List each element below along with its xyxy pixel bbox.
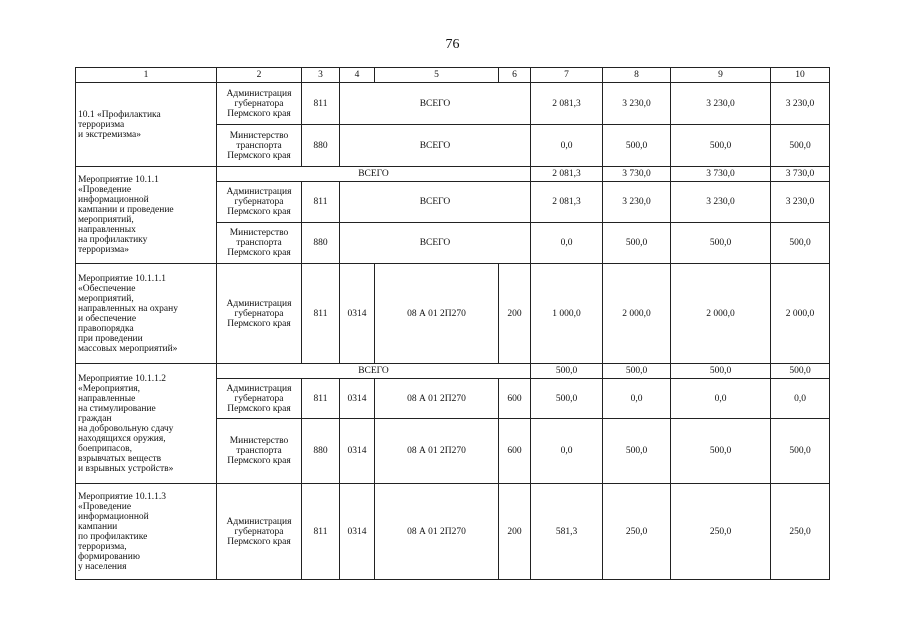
measure-cell bbox=[76, 364, 217, 484]
cell-text: находящихся оружия, bbox=[78, 433, 166, 444]
value-cell: 0,0 bbox=[531, 125, 603, 167]
cell-text: Администрация bbox=[226, 516, 292, 527]
target-code-cell: 08 А 01 2П270 bbox=[375, 379, 499, 419]
value-cell: 1 000,0 bbox=[531, 264, 603, 364]
cell-text: Министерство bbox=[229, 130, 289, 141]
cell-text: кампании bbox=[78, 521, 118, 532]
cell-text: терроризма» bbox=[78, 245, 129, 255]
section-cell: 0314 bbox=[340, 419, 375, 484]
value-cell: 3 230,0 bbox=[603, 182, 671, 223]
value-cell: 2 000,0 bbox=[671, 264, 771, 364]
cell-text: терроризма, bbox=[78, 541, 127, 552]
code-cell: 880 bbox=[302, 419, 340, 484]
code-cell: 811 bbox=[302, 182, 340, 223]
cell-text: Администрация bbox=[226, 383, 292, 394]
cell-text: транспорта bbox=[236, 446, 282, 456]
cell-text: Мероприятие 10.1.1.2 bbox=[78, 373, 167, 384]
value-cell: 2 000,0 bbox=[603, 264, 671, 364]
section-cell: 0314 bbox=[340, 484, 375, 580]
value-cell: 2 081,3 bbox=[531, 83, 603, 125]
value-cell: 3 230,0 bbox=[771, 182, 830, 223]
value-cell: 3 230,0 bbox=[603, 83, 671, 125]
value-cell: 500,0 bbox=[531, 379, 603, 419]
total-label: ВСЕГО bbox=[217, 167, 531, 182]
executor-cell bbox=[217, 182, 302, 223]
section-cell: 0314 bbox=[340, 379, 375, 419]
executor-cell bbox=[217, 419, 302, 484]
executor-cell bbox=[217, 83, 302, 125]
value-cell: 581,3 bbox=[531, 484, 603, 580]
cell-text: Министерство bbox=[229, 228, 289, 238]
cell-text: мероприятий, bbox=[78, 215, 134, 225]
value-cell: 3 730,0 bbox=[603, 167, 671, 182]
budget-table bbox=[75, 67, 830, 580]
code-cell: 811 bbox=[302, 264, 340, 364]
cell-text: у населения bbox=[78, 561, 127, 572]
cell-text: массовых мероприятий» bbox=[78, 343, 178, 354]
cell-text: по профилактике bbox=[78, 531, 148, 542]
cell-text: правопорядка bbox=[78, 323, 134, 334]
column-header: 9 bbox=[671, 68, 771, 83]
column-header: 7 bbox=[531, 68, 603, 83]
code-cell: 880 bbox=[302, 125, 340, 167]
cell-text: мероприятий, bbox=[78, 293, 134, 304]
value-cell: 0,0 bbox=[603, 379, 671, 419]
value-cell: 500,0 bbox=[603, 419, 671, 484]
value-cell: 3 230,0 bbox=[771, 83, 830, 125]
cell-text: на профилактику bbox=[78, 235, 148, 245]
cell-text: Пермского края bbox=[227, 207, 291, 217]
table-row bbox=[76, 167, 830, 182]
cell-text: информационной bbox=[78, 195, 149, 205]
cell-text: Пермского края bbox=[227, 108, 291, 119]
header-row bbox=[76, 68, 830, 83]
section-cell: 0314 bbox=[340, 264, 375, 364]
table-row bbox=[76, 264, 830, 364]
expense-type-cell: 200 bbox=[499, 264, 531, 364]
cell-text: Мероприятие 10.1.1 bbox=[78, 175, 159, 185]
cell-text: «Обеспечение bbox=[78, 283, 136, 294]
cell-text: боеприпасов, bbox=[78, 443, 132, 454]
cell-text: направленные bbox=[78, 393, 136, 404]
target-code-cell: 08 А 01 2П270 bbox=[375, 484, 499, 580]
value-cell: 500,0 bbox=[671, 223, 771, 264]
cell-text: транспорта bbox=[236, 238, 282, 248]
target-code-cell: 08 А 01 2П270 bbox=[375, 264, 499, 364]
cell-text: Пермского края bbox=[227, 318, 291, 329]
value-cell: 500,0 bbox=[771, 223, 830, 264]
value-cell: 2 081,3 bbox=[531, 182, 603, 223]
value-cell: 3 730,0 bbox=[671, 167, 771, 182]
cell-text: Администрация bbox=[226, 88, 292, 99]
page-number: 76 bbox=[445, 37, 460, 52]
column-header: 6 bbox=[499, 68, 531, 83]
code-cell: 880 bbox=[302, 223, 340, 264]
expense-type-cell: 600 bbox=[499, 419, 531, 484]
cell-text: Администрация bbox=[226, 187, 292, 197]
code-cell: 811 bbox=[302, 83, 340, 125]
cell-text: «Проведение bbox=[78, 185, 132, 195]
value-cell: 500,0 bbox=[603, 364, 671, 379]
value-cell: 3 230,0 bbox=[671, 83, 771, 125]
value-cell: 250,0 bbox=[603, 484, 671, 580]
cell-text: граждан bbox=[78, 413, 112, 424]
table-row bbox=[76, 83, 830, 125]
value-cell: 500,0 bbox=[671, 419, 771, 484]
cell-text: «Мероприятия, bbox=[78, 383, 141, 394]
cell-text: направленных bbox=[78, 225, 136, 235]
expense-type-cell: 600 bbox=[499, 379, 531, 419]
executor-cell bbox=[217, 264, 302, 364]
value-cell: 2 081,3 bbox=[531, 167, 603, 182]
target-code-cell: 08 А 01 2П270 bbox=[375, 419, 499, 484]
cell-text: и экстремизма» bbox=[78, 129, 141, 140]
cell-text: Мероприятие 10.1.1.1 bbox=[78, 273, 167, 284]
table-row bbox=[76, 364, 830, 379]
cell-text: при проведении bbox=[78, 333, 143, 344]
value-cell: 0,0 bbox=[531, 223, 603, 264]
cell-text: и взрывных устройств» bbox=[78, 463, 174, 474]
cell-text: Пермского края bbox=[227, 150, 291, 161]
cell-text: губернатора bbox=[234, 393, 284, 404]
cell-text: Пермского края bbox=[227, 248, 291, 258]
cell-text: губернатора bbox=[234, 308, 284, 319]
cell-text: информационной bbox=[78, 511, 149, 522]
measure-cell bbox=[76, 264, 217, 364]
cell-text: губернатора bbox=[234, 526, 284, 537]
value-cell: 0,0 bbox=[771, 379, 830, 419]
column-header: 2 bbox=[217, 68, 302, 83]
total-label: ВСЕГО bbox=[340, 223, 531, 264]
measure-cell bbox=[76, 167, 217, 264]
total-label: ВСЕГО bbox=[340, 83, 531, 125]
cell-text: направленных на охрану bbox=[78, 303, 178, 314]
executor-cell bbox=[217, 484, 302, 580]
cell-text: взрывчатых веществ bbox=[78, 453, 162, 464]
value-cell: 0,0 bbox=[671, 379, 771, 419]
total-label: ВСЕГО bbox=[340, 182, 531, 223]
cell-text: Администрация bbox=[226, 298, 292, 309]
cell-text: губернатора bbox=[234, 98, 284, 109]
value-cell: 500,0 bbox=[603, 125, 671, 167]
column-header: 3 bbox=[302, 68, 340, 83]
cell-text: Мероприятие 10.1.1.3 bbox=[78, 491, 167, 502]
cell-text: Пермского края bbox=[227, 403, 291, 414]
cell-text: 10.1 «Профилактика bbox=[78, 109, 161, 120]
column-header: 8 bbox=[603, 68, 671, 83]
total-label: ВСЕГО bbox=[217, 364, 531, 379]
value-cell: 250,0 bbox=[671, 484, 771, 580]
value-cell: 500,0 bbox=[771, 419, 830, 484]
value-cell: 500,0 bbox=[531, 364, 603, 379]
column-header: 5 bbox=[375, 68, 499, 83]
value-cell: 500,0 bbox=[671, 125, 771, 167]
measure-cell bbox=[76, 484, 217, 580]
value-cell: 500,0 bbox=[671, 364, 771, 379]
cell-text: и обеспечение bbox=[78, 313, 137, 324]
total-label: ВСЕГО bbox=[340, 125, 531, 167]
value-cell: 2 000,0 bbox=[771, 264, 830, 364]
cell-text: транспорта bbox=[236, 140, 282, 151]
cell-text: «Проведение bbox=[78, 501, 132, 512]
table-row bbox=[76, 484, 830, 580]
value-cell: 500,0 bbox=[603, 223, 671, 264]
cell-text: губернатора bbox=[234, 197, 284, 207]
expense-type-cell: 200 bbox=[499, 484, 531, 580]
cell-text: терроризма bbox=[78, 119, 125, 130]
executor-cell bbox=[217, 379, 302, 419]
cell-text: на стимулирование bbox=[78, 403, 156, 414]
column-header: 4 bbox=[340, 68, 375, 83]
value-cell: 3 730,0 bbox=[771, 167, 830, 182]
code-cell: 811 bbox=[302, 484, 340, 580]
value-cell: 250,0 bbox=[771, 484, 830, 580]
cell-text: на добровольную сдачу bbox=[78, 423, 174, 434]
executor-cell bbox=[217, 125, 302, 167]
cell-text: Министерство bbox=[229, 436, 289, 446]
cell-text: Пермского края bbox=[227, 536, 291, 547]
cell-text: Пермского края bbox=[227, 456, 291, 466]
cell-text: формированию bbox=[78, 551, 140, 562]
program-cell bbox=[76, 83, 217, 167]
column-header: 10 bbox=[771, 68, 830, 83]
cell-text: кампании и проведение bbox=[78, 205, 174, 215]
value-cell: 0,0 bbox=[531, 419, 603, 484]
value-cell: 3 230,0 bbox=[671, 182, 771, 223]
column-header: 1 bbox=[76, 68, 217, 83]
executor-cell bbox=[217, 223, 302, 264]
value-cell: 500,0 bbox=[771, 364, 830, 379]
value-cell: 500,0 bbox=[771, 125, 830, 167]
code-cell: 811 bbox=[302, 379, 340, 419]
